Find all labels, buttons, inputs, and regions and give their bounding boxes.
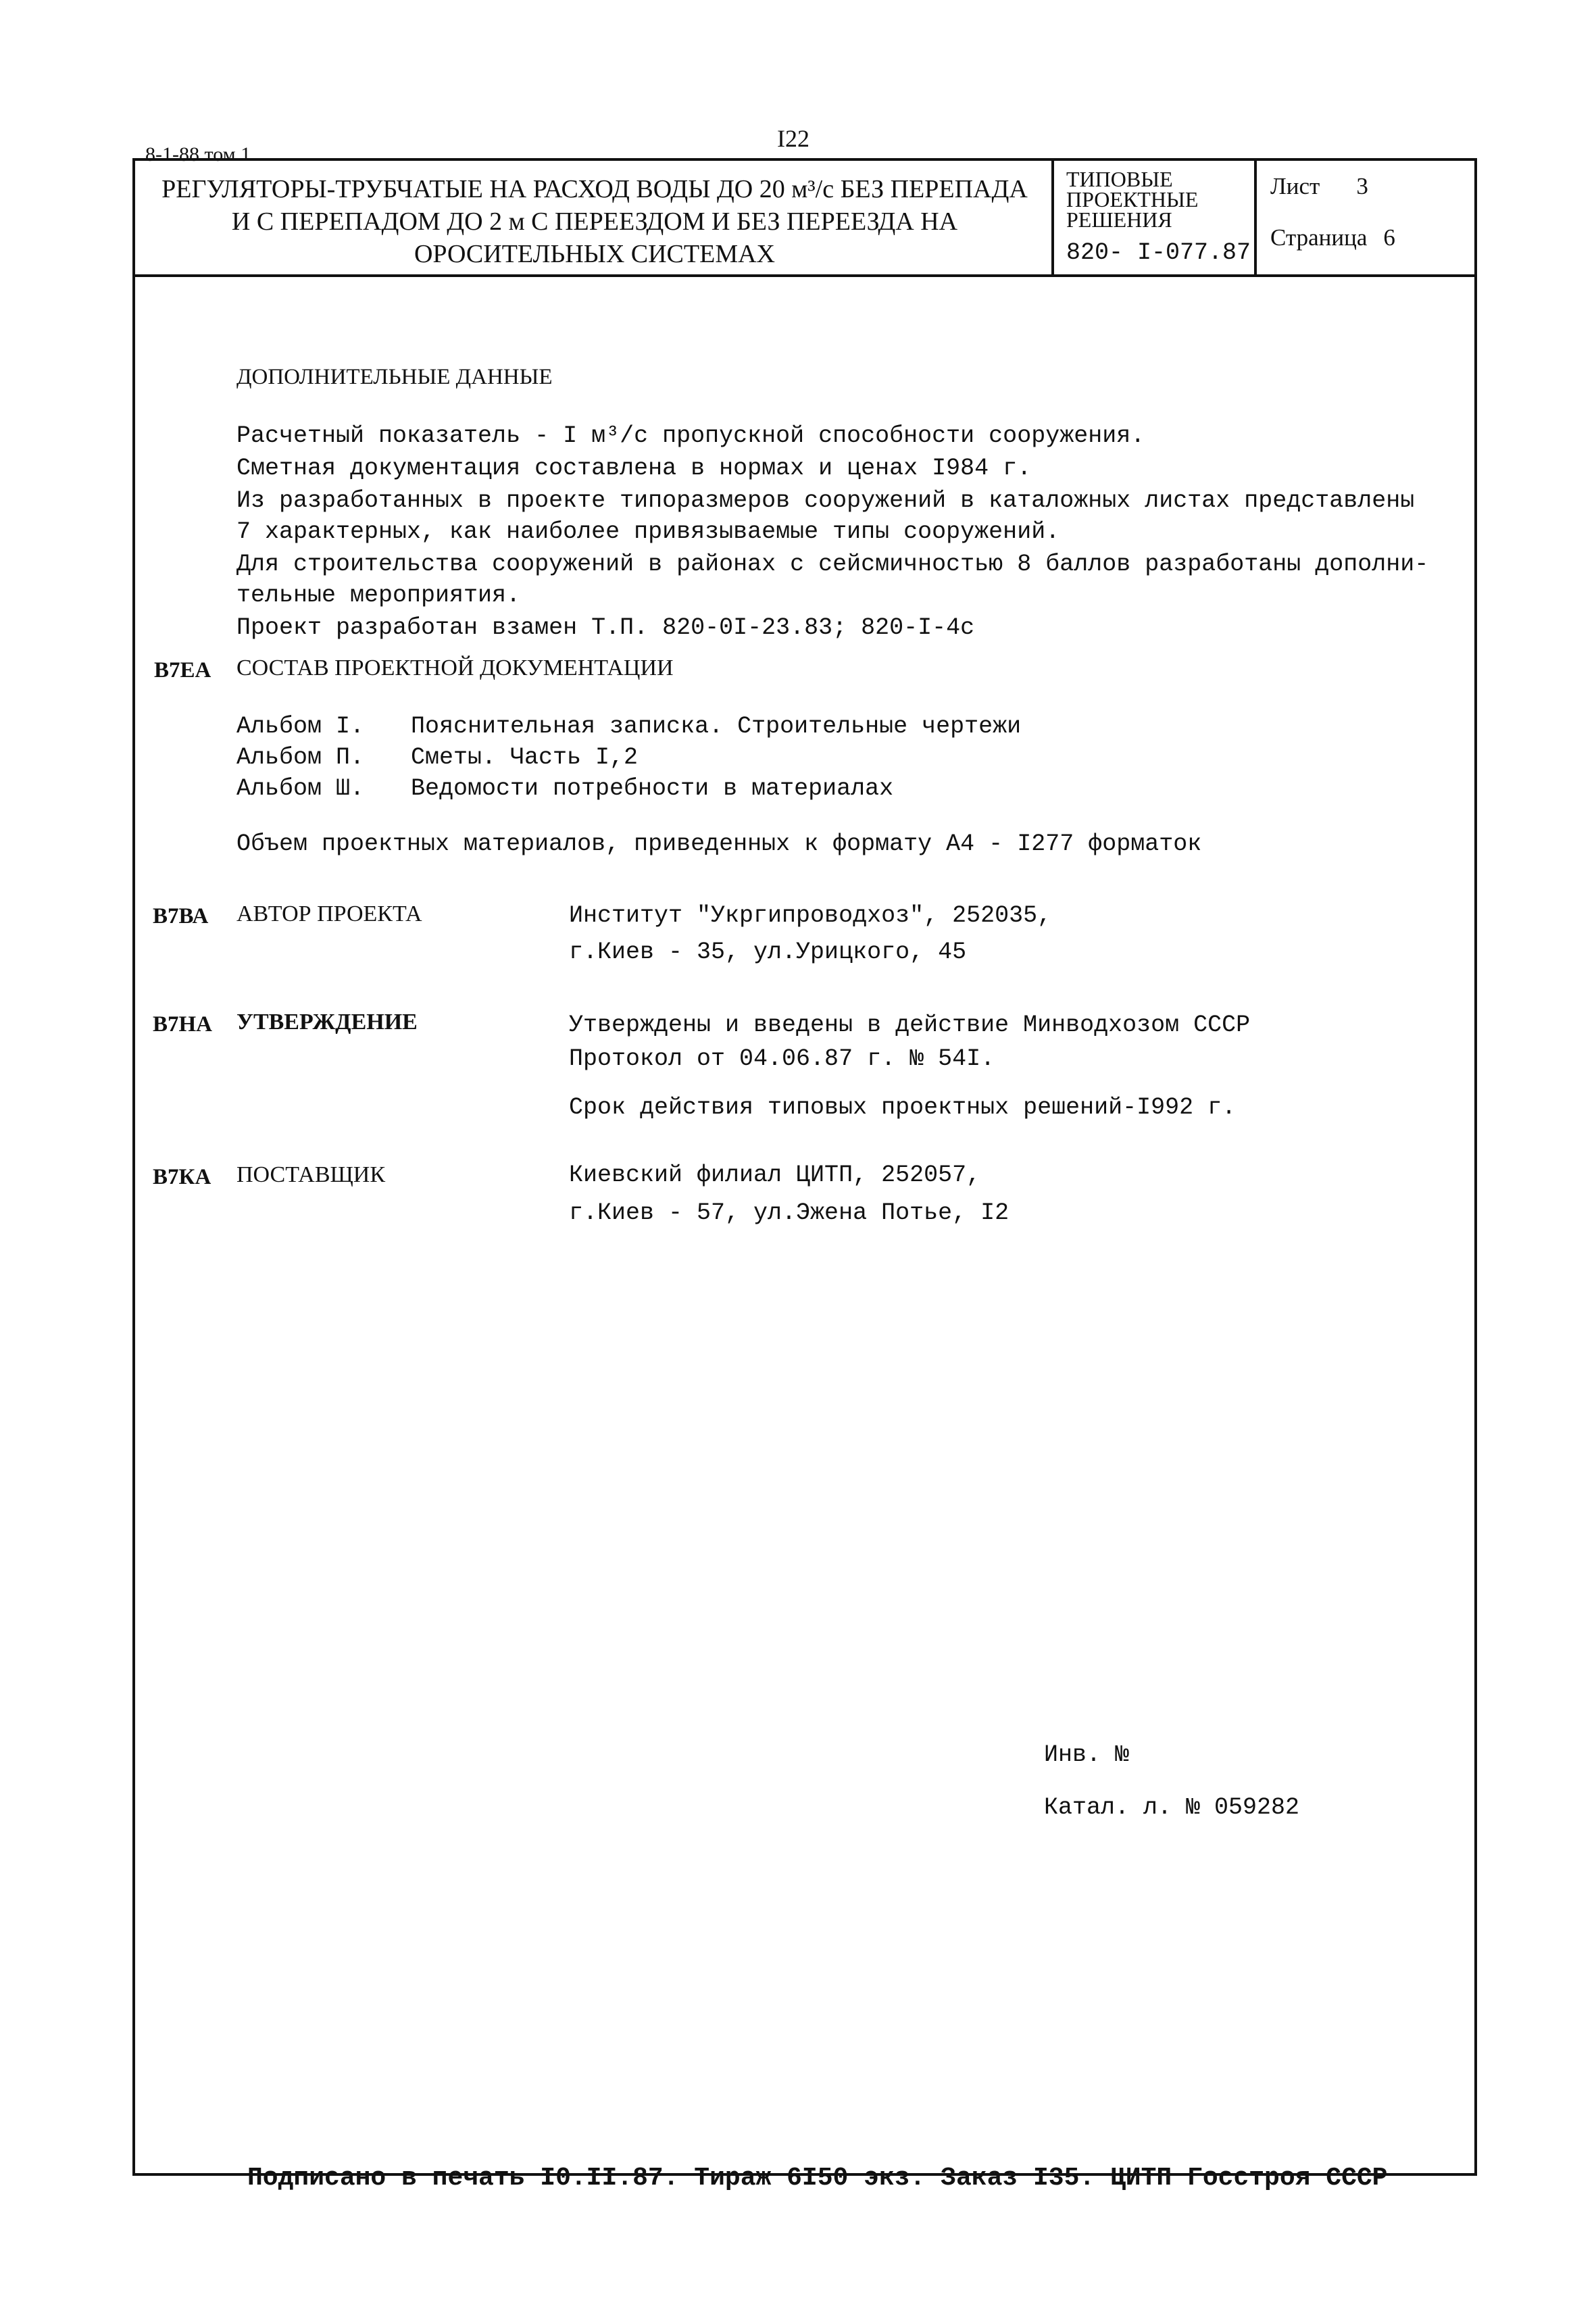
- album-row: [236, 773, 1021, 804]
- validity-line: Срок действия типовых проектных решений-I992 г.: [569, 1094, 1237, 1121]
- supplier-line: Киевский филиал ЦИТП, 252057,: [569, 1162, 981, 1189]
- title-line-1: РЕГУЛЯТОРЫ-ТРУБЧАТЫЕ НА РАСХОД ВОДЫ ДО 20 м³/с БЕЗ ПЕРЕПАДА: [161, 175, 1028, 203]
- volume-text: Объем проектных материалов, приведенных к формату А4 - I277 форматок: [236, 830, 1202, 857]
- title-line-2: И С ПЕРЕПАДОМ ДО 2 м С ПЕРЕЕЗДОМ И БЕЗ ПЕРЕЕЗДА НА: [231, 207, 958, 236]
- page-number: I22: [777, 125, 809, 152]
- header-col-divider-2: [1254, 158, 1257, 277]
- additional-line: Сметная документация составлена в нормах и ценах I984 г.: [236, 455, 1032, 482]
- author-code: В7ВА: [153, 904, 209, 928]
- additional-heading: ДОПОЛНИТЕЛЬНЫЕ ДАННЫЕ: [236, 365, 553, 389]
- catalog-number: Катал. л. № 059282: [1044, 1794, 1300, 1821]
- author-line: Институт "Укргипроводхоз", 252035,: [569, 902, 1052, 929]
- sheet-value: 3: [1356, 173, 1368, 199]
- author-heading: АВТОР ПРОЕКТА: [236, 901, 422, 926]
- author-address: [569, 900, 1051, 968]
- supplier-address: [569, 1160, 1009, 1228]
- album-row: [236, 742, 1021, 773]
- type-line-2: ПРОЕКТНЫЕ: [1066, 187, 1199, 211]
- supplier-code: В7КА: [153, 1165, 211, 1189]
- approval-line: Утверждены и введены в действие Минводхозом СССР: [569, 1012, 1251, 1039]
- type-line-1: ТИПОВЫЕ: [1066, 167, 1173, 191]
- album-text: Ведомости потребности в материалах: [411, 775, 894, 802]
- supplier-line: г.Киев - 57, ул.Эжена Потье, I2: [569, 1199, 1009, 1226]
- album-list: [236, 711, 1021, 804]
- approval-text: [569, 1010, 1250, 1123]
- title-line-3: ОРОСИТЕЛЬНЫХ СИСТЕМАХ: [414, 240, 775, 268]
- sheet-block: [1270, 173, 1466, 251]
- page-value: 6: [1383, 224, 1395, 251]
- type-line-3: РЕШЕНИЯ: [1066, 207, 1172, 232]
- additional-line: Из разработанных в проекте типоразмеров сооружений в каталожных листах представлены: [236, 487, 1415, 514]
- header-title: [142, 173, 1047, 270]
- album-label: Альбом Ш.: [236, 775, 365, 802]
- page-label: Страница: [1270, 224, 1368, 251]
- header-col-divider-1: [1051, 158, 1054, 277]
- supplier-heading: ПОСТАВЩИК: [236, 1162, 386, 1187]
- additional-line: тельные мероприятия.: [236, 582, 521, 609]
- additional-line: Расчетный показатель - I м³/с пропускной способности сооружения.: [236, 422, 1145, 449]
- sheet-label: Лист: [1270, 173, 1320, 199]
- album-row: [236, 711, 1021, 742]
- album-text: Пояснительная записка. Строительные чертежи: [411, 713, 1022, 740]
- approval-code: В7НА: [153, 1012, 213, 1037]
- additional-line: Для строительства сооружений в районах с сейсмичностью 8 баллов разработаны дополни-: [236, 551, 1429, 578]
- additional-line: 7 характерных, как наиболее привязываемые типы сооружений.: [236, 518, 1060, 545]
- additional-line: Проект разработан взамен Т.П. 820-0I-23.83; 820-I-4с: [236, 614, 975, 641]
- composition-heading: СОСТАВ ПРОЕКТНОЙ ДОКУМЕНТАЦИИ: [236, 655, 674, 680]
- inventory-number: Инв. №: [1044, 1741, 1130, 1768]
- album-label: Альбом I.: [236, 713, 365, 740]
- series-ref: 8-1-88 том 1: [145, 143, 251, 166]
- approval-heading: УТВЕРЖДЕНИЕ: [236, 1010, 418, 1035]
- imprint: Подписано в печать I0.II.87. Тираж 6I50 экз. Заказ I35. ЦИТП Госстроя СССР: [247, 2164, 1388, 2193]
- composition-code: В7ЕА: [154, 658, 211, 682]
- album-label: Альбом П.: [236, 744, 365, 771]
- header-divider: [132, 274, 1477, 277]
- project-code: 820- I-077.87: [1066, 239, 1251, 266]
- type-block: [1066, 169, 1251, 266]
- author-line: г.Киев - 35, ул.Урицкого, 45: [569, 939, 967, 966]
- additional-text: [236, 420, 1428, 643]
- approval-line: Протокол от 04.06.87 г. № 54I.: [569, 1045, 995, 1072]
- album-text: Сметы. Часть I,2: [411, 744, 639, 771]
